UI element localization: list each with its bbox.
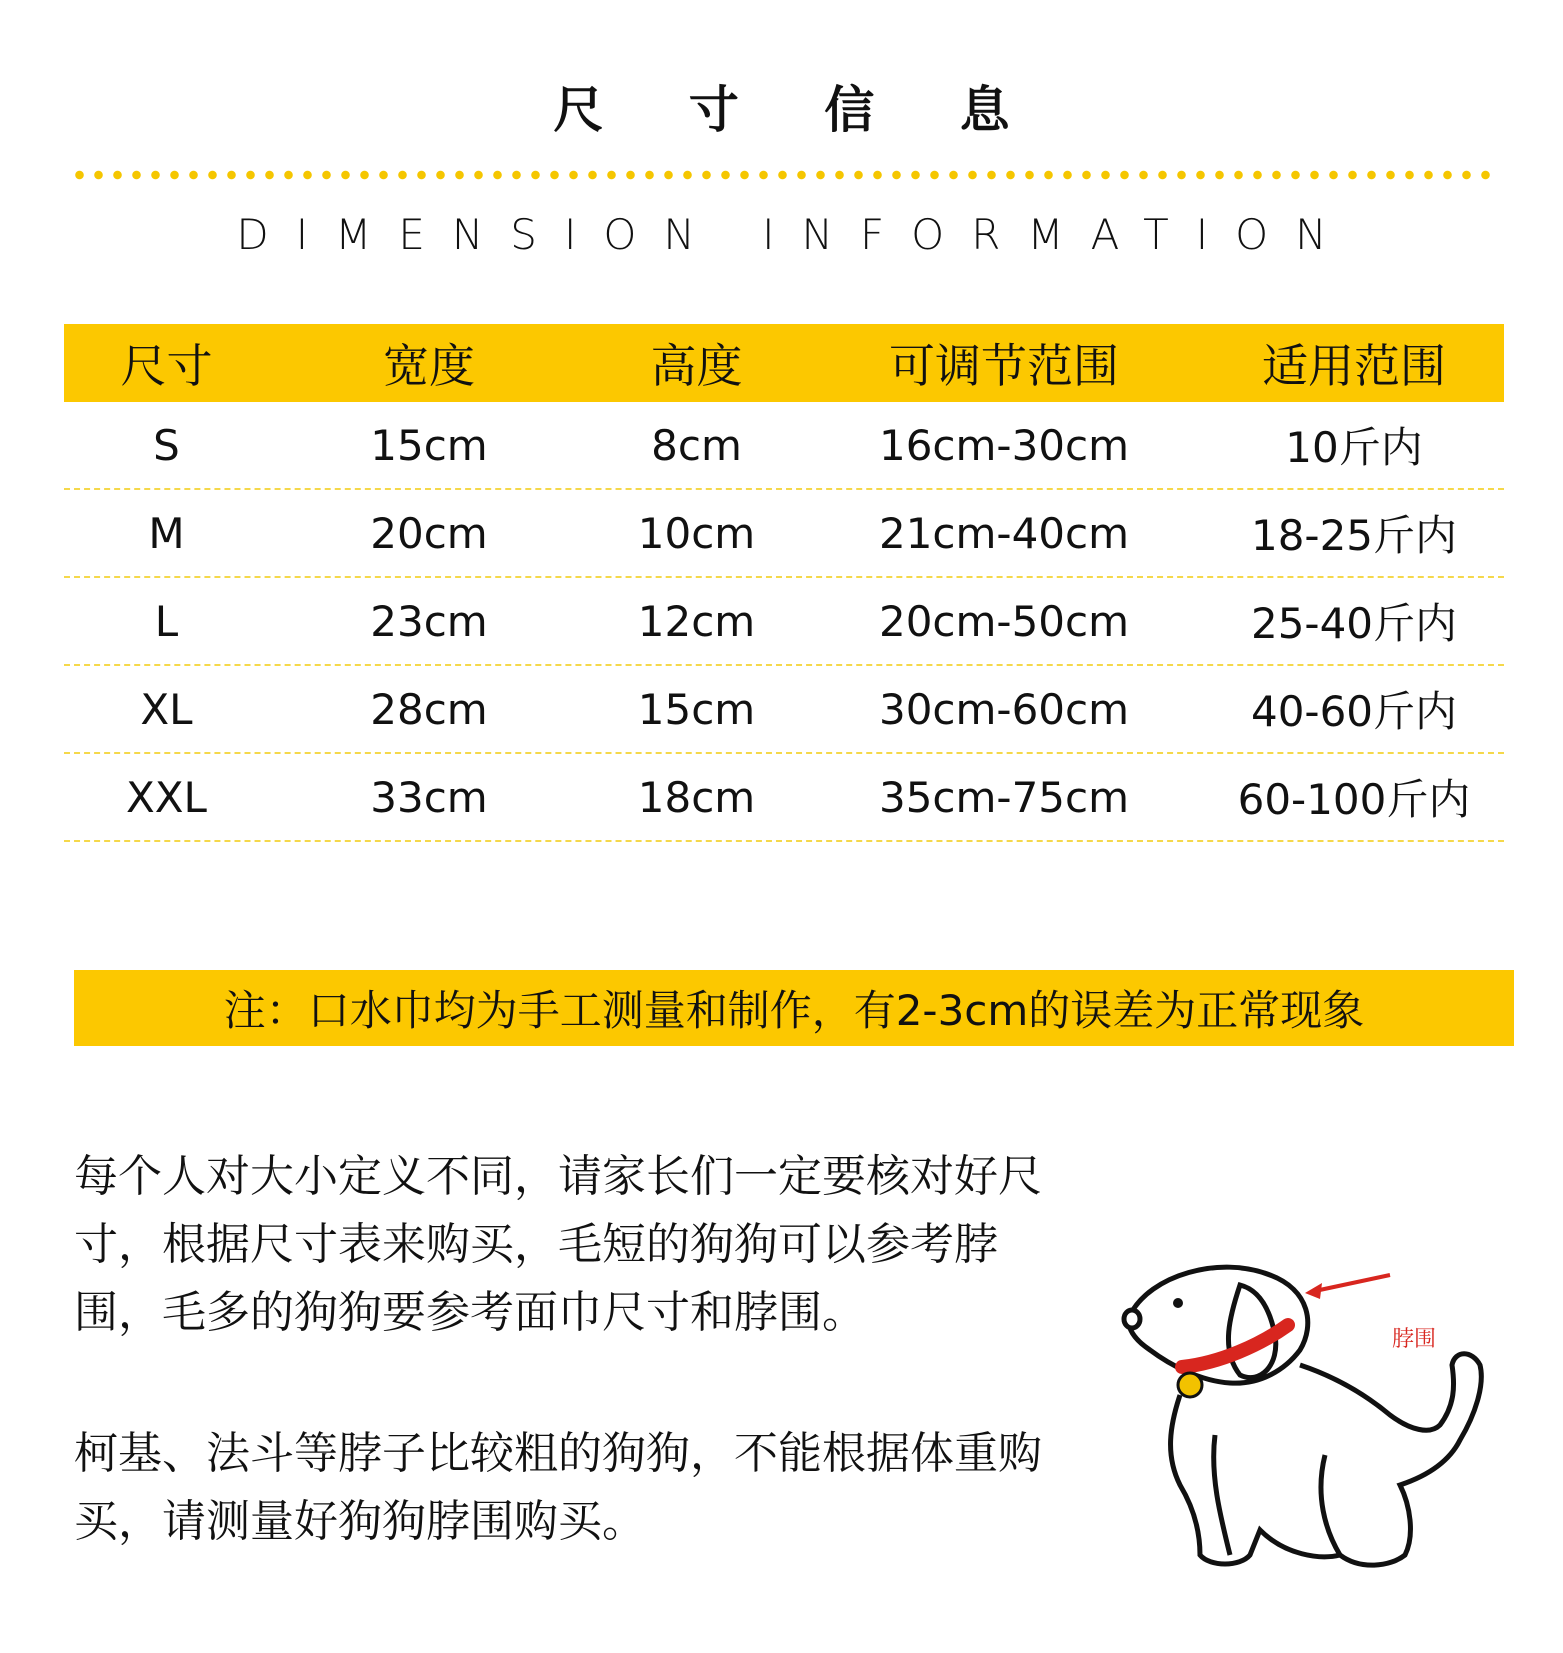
cell-height: 15cm	[637, 684, 756, 734]
cell-width: 20cm	[370, 508, 488, 558]
dotted-divider	[70, 170, 1490, 180]
cell-applicable-range: 18-25斤内	[1250, 511, 1458, 560]
cell-width: 33cm	[370, 772, 488, 822]
page-title: 尺 寸 信 息	[553, 81, 1044, 139]
header-height: 高度	[650, 339, 743, 393]
cell-applicable-range: 25-40斤内	[1250, 599, 1458, 648]
table-row	[64, 402, 1504, 490]
measurement-note: 注：口水巾均为手工测量和制作，有2-3cm的误差为正常现象	[74, 970, 1514, 1046]
table-row	[64, 666, 1504, 754]
paragraph-neck-advice: 柯基、法斗等脖子比较粗的狗狗，不能根据体重购买，请测量好狗狗脖围购买。	[74, 1428, 1042, 1547]
cell-height: 8cm	[651, 420, 742, 470]
cell-size: L	[154, 596, 179, 646]
cell-adjustable-range: 35cm-75cm	[878, 772, 1130, 822]
cell-applicable-range: 10斤内	[1285, 423, 1423, 472]
dog-hind-leg	[1321, 1455, 1340, 1555]
header-width: 宽度	[383, 339, 475, 393]
cell-size: S	[153, 420, 180, 470]
cell-size: XL	[140, 684, 193, 734]
cell-width: 15cm	[370, 420, 488, 470]
cell-width: 23cm	[370, 596, 488, 646]
cell-height: 18cm	[637, 772, 756, 822]
cell-size: M	[148, 508, 185, 558]
page-subtitle: DIMENSION INFORMATION	[236, 210, 1354, 259]
cell-adjustable-range: 21cm-40cm	[878, 508, 1130, 558]
header-adjustable-range: 可调节范围	[889, 339, 1119, 393]
dog-bell	[1178, 1373, 1202, 1397]
table-row	[64, 578, 1504, 666]
cell-height: 10cm	[637, 508, 756, 558]
cell-applicable-range: 60-100斤内	[1237, 775, 1471, 824]
neck-arrow	[1315, 1275, 1390, 1291]
cell-width: 28cm	[370, 684, 488, 734]
cell-size: XXL	[126, 772, 207, 822]
cell-adjustable-range: 20cm-50cm	[878, 596, 1130, 646]
cell-applicable-range: 40-60斤内	[1250, 687, 1458, 736]
dog-front-leg	[1214, 1435, 1230, 1555]
cell-adjustable-range: 30cm-60cm	[878, 684, 1130, 734]
neck-arrow-head	[1305, 1283, 1322, 1299]
dog-illustration	[1110, 1255, 1510, 1575]
table-row	[64, 754, 1504, 842]
dog-nose	[1124, 1310, 1140, 1328]
table-row	[64, 490, 1504, 578]
neck-label: 脖围	[1392, 1327, 1437, 1352]
paragraph-size-advice: 每个人对大小定义不同，请家长们一定要核对好尺寸，根据尺寸表来购买，毛短的狗狗可以参考脖围，毛多的狗狗要参考面巾尺寸和脖围。	[74, 1151, 1042, 1338]
cell-height: 12cm	[637, 596, 756, 646]
cell-adjustable-range: 16cm-30cm	[878, 420, 1130, 470]
header-size: 尺寸	[120, 339, 213, 393]
dog-eye	[1173, 1298, 1183, 1308]
size-table	[64, 324, 1504, 842]
header-applicable-range: 适用范围	[1262, 339, 1446, 393]
table-header	[64, 324, 1504, 402]
